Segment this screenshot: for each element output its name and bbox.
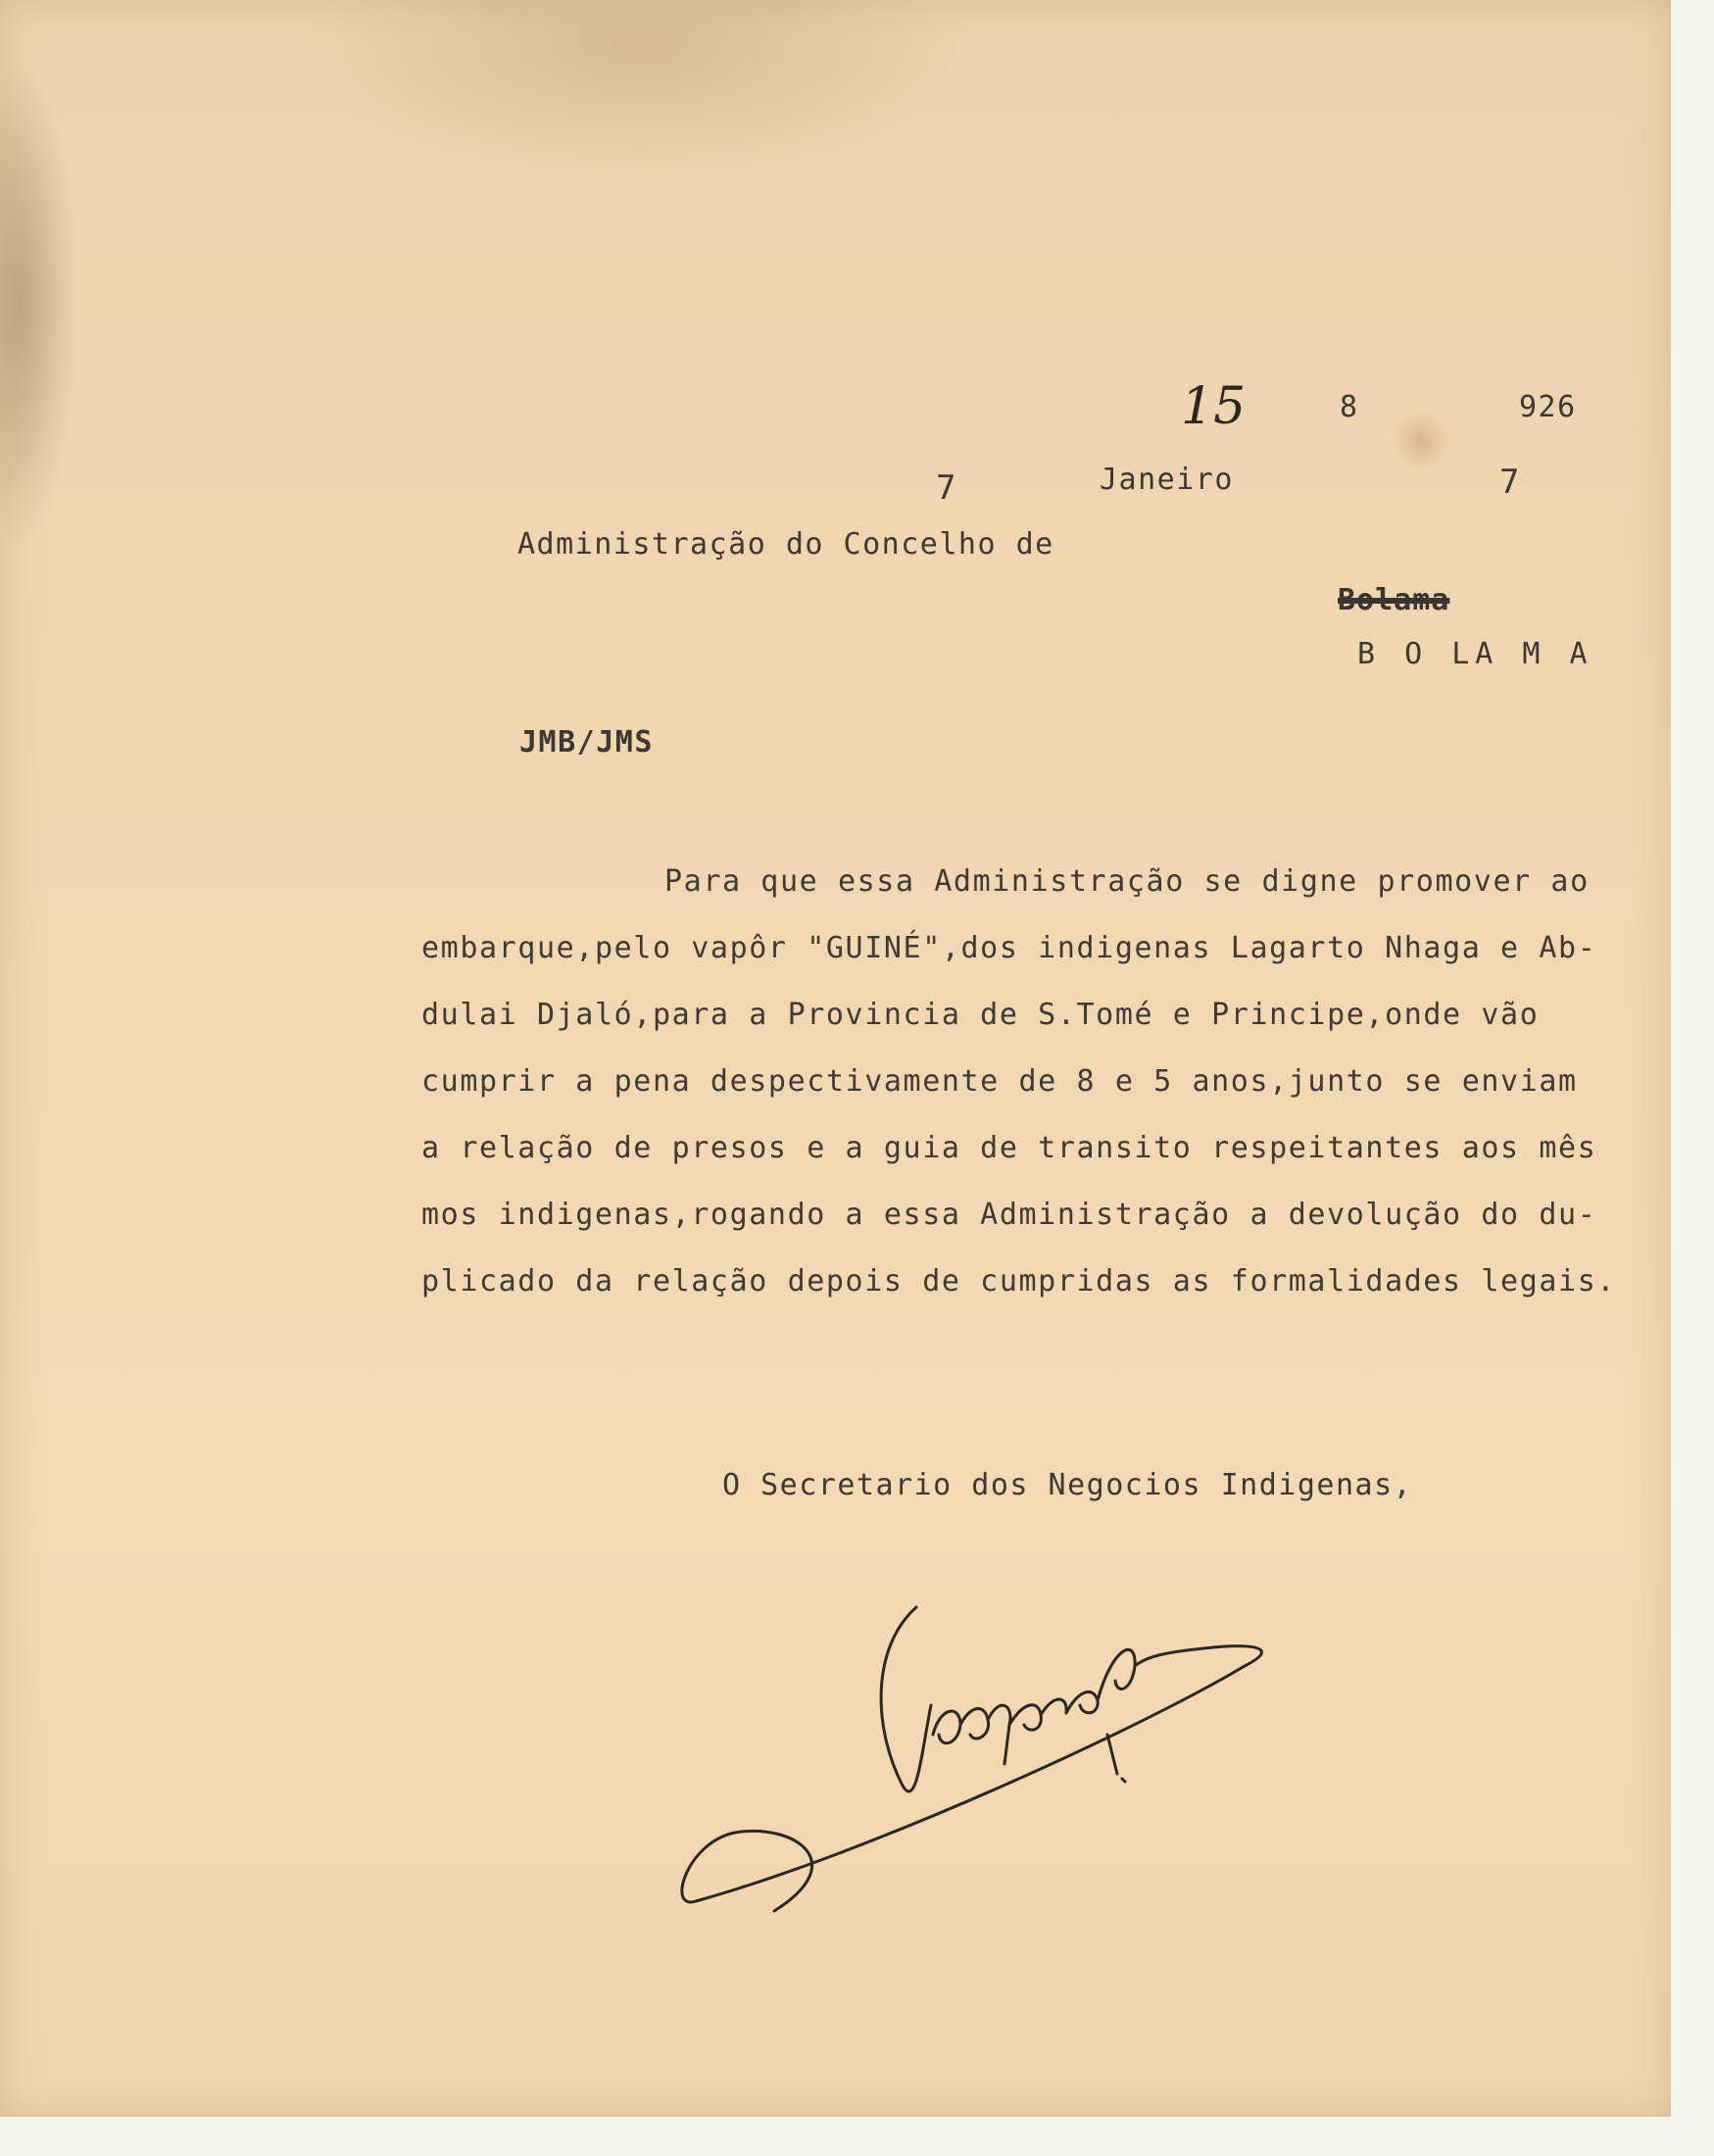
handwritten-number: 15	[1181, 377, 1247, 436]
date-month: Janeiro	[1100, 463, 1234, 497]
body-line: Para que essa Administração se digne promover ao	[664, 864, 1590, 899]
document-year: 926	[1519, 390, 1577, 424]
body-line: plicado da relação depois de cumpridas as formalidades legais.	[421, 1264, 1617, 1298]
signature-image	[676, 1588, 1382, 1940]
body-line: embarque,pelo vapôr "GUINÉ",dos indigenas Lagarto Nhaga e Ab-	[421, 931, 1597, 965]
date-day: 7	[936, 468, 957, 508]
stain	[294, 0, 980, 176]
scan-margin	[0, 2117, 1714, 2156]
struck-word: Bolama	[1338, 583, 1450, 617]
addressee-line: Administração do Concelho de	[517, 527, 1054, 562]
stain	[1392, 412, 1450, 470]
body-line: dulai Djaló,para a Provincia de S.Tomé e Principe,onde vão	[421, 998, 1540, 1032]
addressee-place: B O LA M A	[1357, 637, 1593, 671]
closing-title: O Secretario dos Negocios Indigenas,	[722, 1468, 1413, 1502]
body-line: mos indigenas,rogando a essa Administração a devolução do du-	[421, 1198, 1597, 1232]
body-line: cumprir a pena despectivamente de 8 e 5 anos,junto se enviam	[421, 1064, 1578, 1099]
date-year-suffix: 7	[1499, 463, 1521, 502]
scan-margin	[1671, 0, 1714, 2156]
body-line: a relação de presos e a guia de transito respeitantes aos mês	[421, 1131, 1597, 1165]
stain	[0, 59, 78, 549]
reference-code: JMB/JMS	[519, 725, 654, 760]
document-number: 8	[1340, 390, 1359, 424]
